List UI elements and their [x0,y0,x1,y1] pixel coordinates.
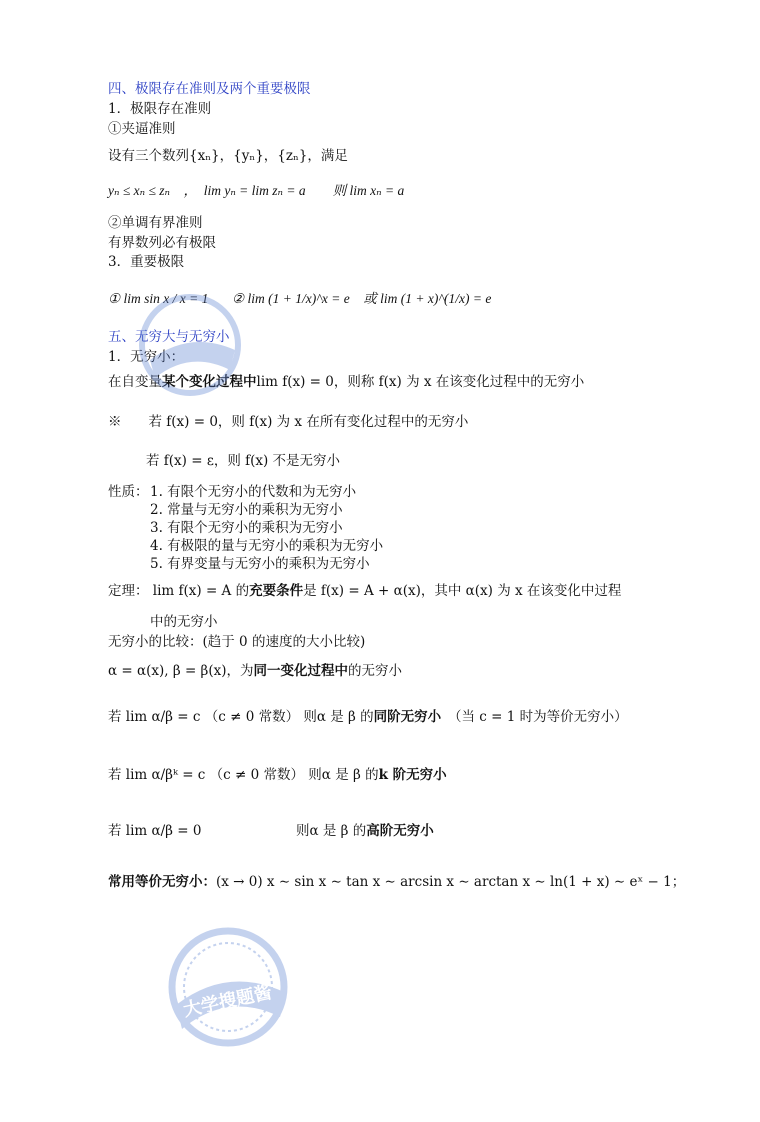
equivalent-list: (x → 0) x ∼ sin x ∼ tan x ∼ arcsin x ∼ arctan x ∼ ln(1 + x) ∼ eˣ − 1； [216,874,686,890]
section4-title: 四、极限存在准则及两个重要极限 [108,81,311,97]
limit-formula-2: ② lim (1 + 1/x)^x = e 或 lim (1 + x)^(1/x) = e [232,291,492,306]
note-zero-function: ※ 若 f(x) = 0，则 f(x) 为 x 在所有变化过程中的无穷小 [108,414,469,430]
alpha-beta-emphasis: 同一变化过程中 [253,663,349,679]
property-item: 4. 有极限的量与无穷小的乘积为无穷小 [150,538,384,554]
equivalent-infinitesimals [108,872,685,892]
same-order-emphasis: 同阶无穷小 [373,709,442,725]
squeeze-heading: ①夹逼准则 [108,121,176,137]
alpha-beta-prefix: α = α(x), β = β(x)，为 [108,663,254,679]
property-item: 2. 常量与无穷小的乘积为无穷小 [150,502,343,518]
definition-emphasis: 某个变化过程中 [162,374,257,390]
comparison-heading: 无穷小的比较：(趋于 0 的速度的大小比较) [108,634,366,650]
same-order-rule [108,707,441,727]
watermark-text: 大学搜题酱 [181,981,274,1022]
section5-title: 五、无穷大与无穷小 [108,329,230,345]
definition-suffix: lim f(x) = 0，则称 f(x) 为 x 在该变化过程中的无穷小 [256,374,585,390]
squeeze-condition: yₙ ≤ xₙ ≤ zₙ ， lim yₙ = lim zₙ = a 则 lim xₙ = a [108,183,405,198]
equivalent-label: 常用等价无穷小： [108,874,216,890]
important-limits-heading: 3．重要极限 [108,254,185,270]
higher-order-emphasis: 高阶无穷小 [366,823,434,839]
squeeze-text: 设有三个数列{xₙ}，{yₙ}，{zₙ}，满足 [108,148,348,164]
equivalent-note: （当 c = 1 时为等价无穷小） [448,709,628,725]
monotone-heading: ②单调有界准则 [108,215,203,231]
limit-formula-1: ① lim sin x / x = 1 [108,291,209,306]
theorem-continuation: 中的无穷小 [150,614,218,630]
properties-label: 性质： [108,484,149,500]
property-item: 1. 有限个无穷小的代数和为无穷小 [150,484,357,500]
property-item: 3. 有限个无穷小的乘积为无穷小 [150,520,343,536]
criteria-heading: 1．极限存在准则 [108,101,212,117]
monotone-text: 有界数列必有极限 [108,235,216,251]
watermark-logo-top [130,290,250,400]
watermark-logo-bottom [158,925,298,1050]
theorem-prefix: 定理： lim f(x) = A 的 [108,583,250,599]
same-order-prefix: 若 lim α/β = c （c ≠ 0 常数） 则α 是 β 的 [108,709,374,725]
theorem-suffix: 是 f(x) = A + α(x)，其中 α(x) 为 x 在该变化中过程 [303,583,622,599]
property-item: 5. 有界变量与无穷小的乘积为无穷小 [150,556,370,572]
alpha-beta-suffix: 的无穷小 [348,663,403,679]
theorem [108,581,621,601]
infinitesimal-heading: 1．无穷小： [108,349,185,365]
definition-prefix: 在自变量 [108,374,162,390]
alpha-beta-definition [108,661,402,681]
theorem-emphasis: 充要条件 [249,583,304,599]
k-order-prefix: 若 lim α/βᵏ = c （c ≠ 0 常数） 则α 是 β 的 [108,767,379,783]
higher-order-prefix: 若 lim α/β = 0 则α 是 β 的 [108,823,367,839]
k-order-rule [108,765,447,785]
note-epsilon: 若 f(x) = ε，则 f(x) 不是无穷小 [146,453,341,469]
k-order-emphasis: k 阶无穷小 [378,767,447,783]
higher-order-rule [108,821,434,841]
